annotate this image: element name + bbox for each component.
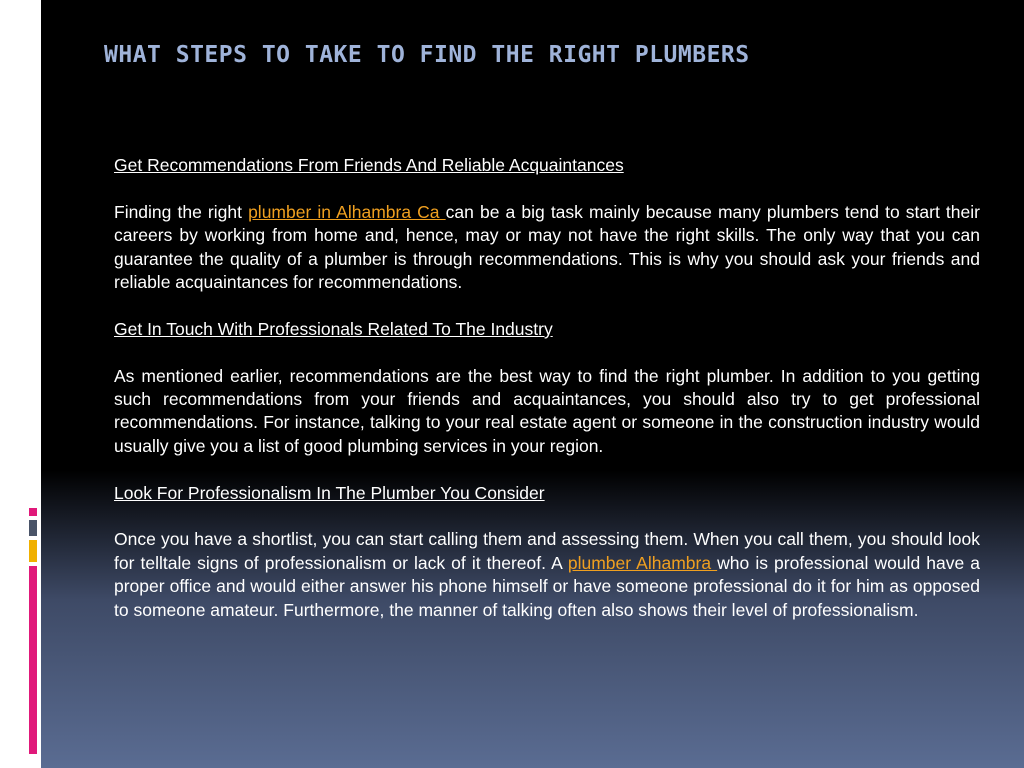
accent-marker-pink-bar — [29, 566, 37, 754]
body-text: Finding the right — [114, 201, 249, 222]
section-body-professionals: As mentioned earlier, recommendations are the best way to find the right plumber. In addition to you getting such recommendations from your friends and acquaintances, you should also try to get professional recommendations. For instance, talking to your real estate agent or someone in the construction industry would usually give you a list of good plumbing services in your region. — [114, 365, 980, 456]
slide-content — [114, 154, 980, 645]
section-heading-recommendations: Get Recommendations From Friends And Reliable Acquaintances — [114, 155, 624, 175]
body-text: Once you have a shortlist, you can start calling them and assessing them. When you call them, you should look for telltale signs of professionalism or lack of it thereof. A — [114, 529, 980, 573]
section-heading-professionals: Get In Touch With Professionals Related To The Industry — [114, 318, 553, 339]
section-body-recommendations — [114, 201, 980, 295]
accent-marker-gold — [29, 540, 37, 562]
plumber-alhambra-ca-link[interactable]: plumber in Alhambra Ca — [248, 201, 446, 222]
body-text: who is professional would have a proper office and would either answer his phone himself or have someone professional do it for him as opposed to someone amateur. Furthermore, the manner of talking often also shows their level of professionalism. — [114, 552, 980, 620]
accent-marker-pink-small — [29, 508, 37, 516]
body-text: can be a big task mainly because many plumbers tend to start their careers by working from home and, hence, may or may not have the right skills. The only way that you can guarantee the quality of a plumber is through recommendations. This is why you should ask your friends and reliable acquaintances for recommendations. — [114, 201, 980, 293]
plumber-alhambra-link[interactable]: plumber Alhambra — [567, 552, 718, 573]
left-margin-strip — [0, 0, 41, 768]
slide-title: WHAT STEPS TO TAKE TO FIND THE RIGHT PLUMBERS — [104, 42, 750, 68]
section-heading-professionalism: Look For Professionalism In The Plumber You Consider — [114, 482, 545, 503]
accent-marker-slate — [29, 520, 37, 536]
section-body-professionalism — [114, 528, 980, 622]
